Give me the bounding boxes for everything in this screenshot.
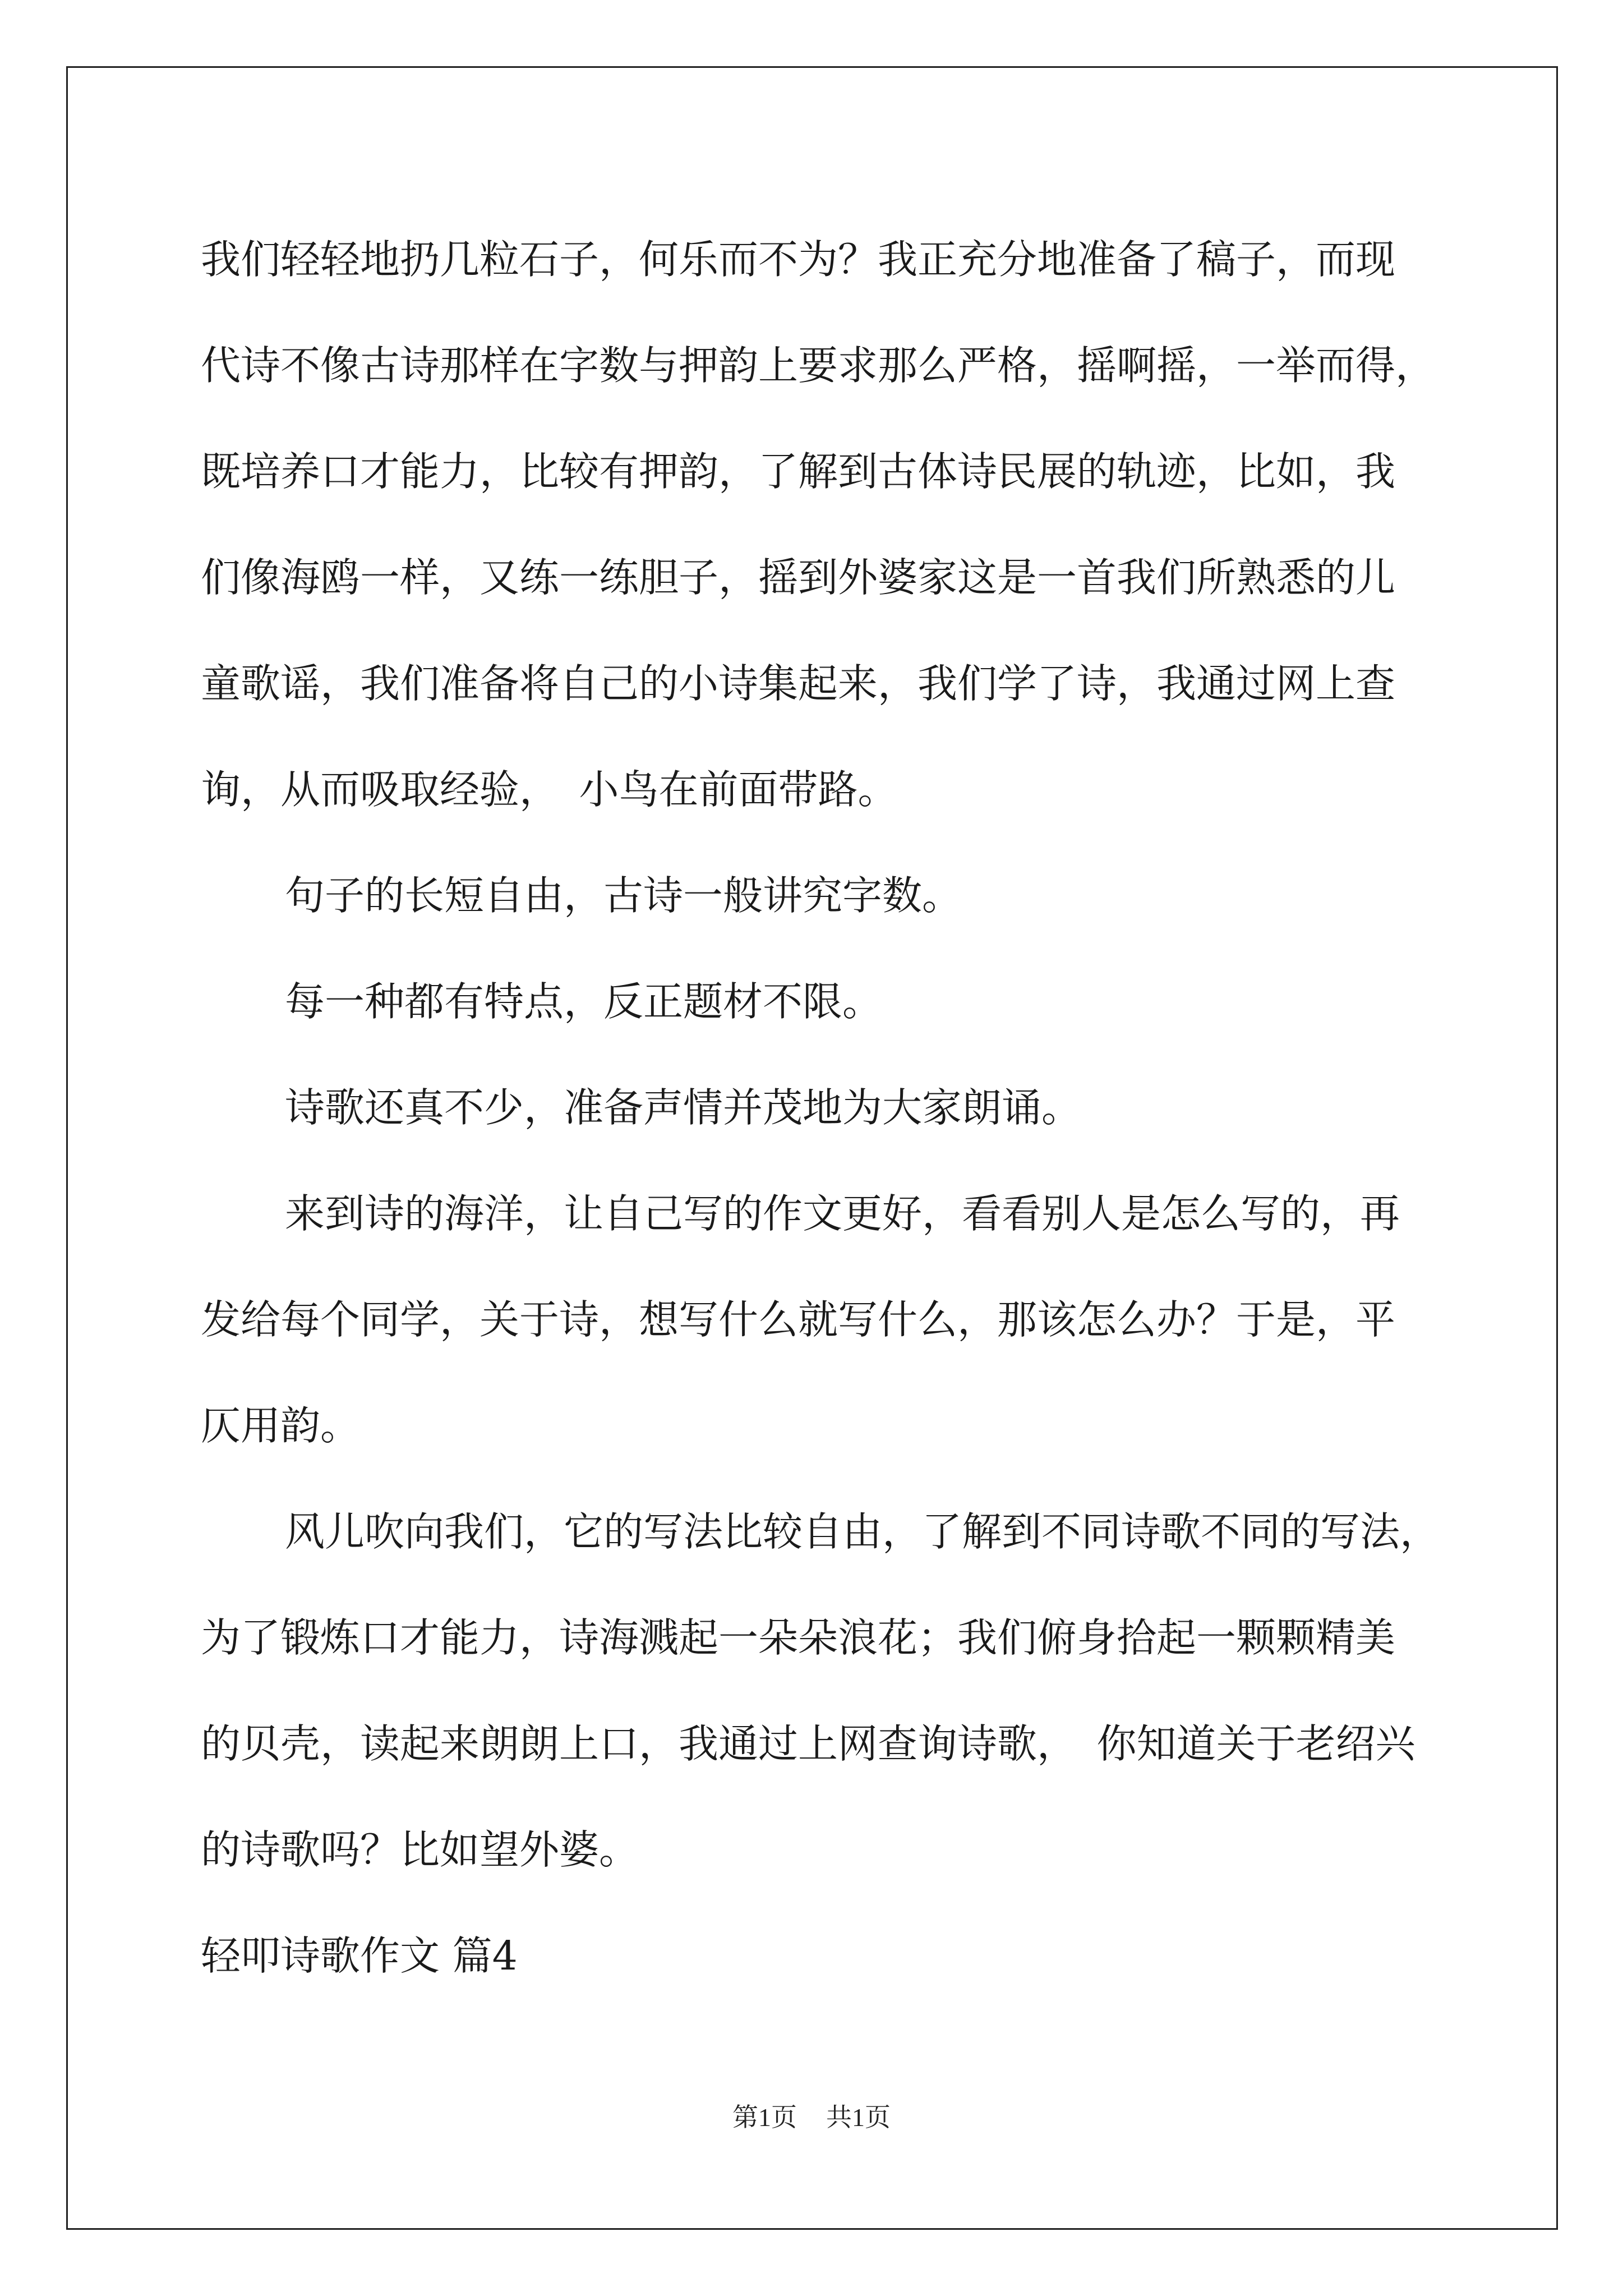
- text-line: 们像海鸥一样，又练一练胆子，摇到外婆家这是一首我们所熟悉的儿: [201, 554, 1396, 601]
- page-footer: [0, 2097, 1623, 2134]
- text-line: 的诗歌吗？比如望外婆。: [201, 1826, 639, 1873]
- text-line: 为了锻炼口才能力，诗海溅起一朵朵浪花；我们俯身拾起一颗颗精美: [201, 1614, 1396, 1661]
- paragraph: [201, 1055, 1463, 1161]
- paragraph: [201, 1161, 1463, 1479]
- text-line: 句子的长短自由，古诗一般讲究字数。: [285, 872, 962, 919]
- text-line: 童歌谣，我们准备将自己的小诗集起来，我们学了诗，我通过网上查: [201, 660, 1396, 707]
- text-line: 我们轻轻地扔几粒石子，何乐而不为？我正充分地准备了稿子，而现: [201, 236, 1396, 283]
- document-body: [201, 206, 1463, 2009]
- text-line: 仄用韵。: [201, 1402, 361, 1449]
- text-line: 诗歌还真不少，准备声情并茂地为大家朗诵。: [285, 1084, 1082, 1131]
- text-line: 既培养口才能力，比较有押韵，了解到古体诗民展的轨迹，比如，我: [201, 448, 1396, 495]
- text-line: 风儿吹向我们，它的写法比较自由，了解到不同诗歌不同的写法，: [285, 1508, 1440, 1555]
- text-line: 来到诗的海洋，让自己写的作文更好，看看别人是怎么写的，再: [285, 1190, 1400, 1237]
- text-line: 每一种都有特点，反正题材不限。: [285, 978, 883, 1025]
- paragraph: [201, 843, 1463, 949]
- text-line: 的贝壳，读起来朗朗上口，我通过上网查询诗歌， 你知道关于老绍兴: [201, 1720, 1415, 1767]
- paragraph: [201, 206, 1463, 843]
- paragraph: [201, 1479, 1463, 1903]
- text-line: 询，从而吸取经验， 小鸟在前面带路。: [201, 766, 898, 813]
- text-line: 代诗不像古诗那样在字数与押韵上要求那么严格，摇啊摇，一举而得，: [201, 342, 1436, 389]
- page-total: 共1页: [826, 2103, 891, 2132]
- section-heading: 轻叩诗歌作文 篇4: [201, 1932, 518, 1979]
- text-line: 发给每个同学，关于诗，想写什么就写什么，那该怎么办？于是，平: [201, 1296, 1396, 1343]
- page-number: 第1页: [732, 2103, 797, 2132]
- paragraph: [201, 949, 1463, 1055]
